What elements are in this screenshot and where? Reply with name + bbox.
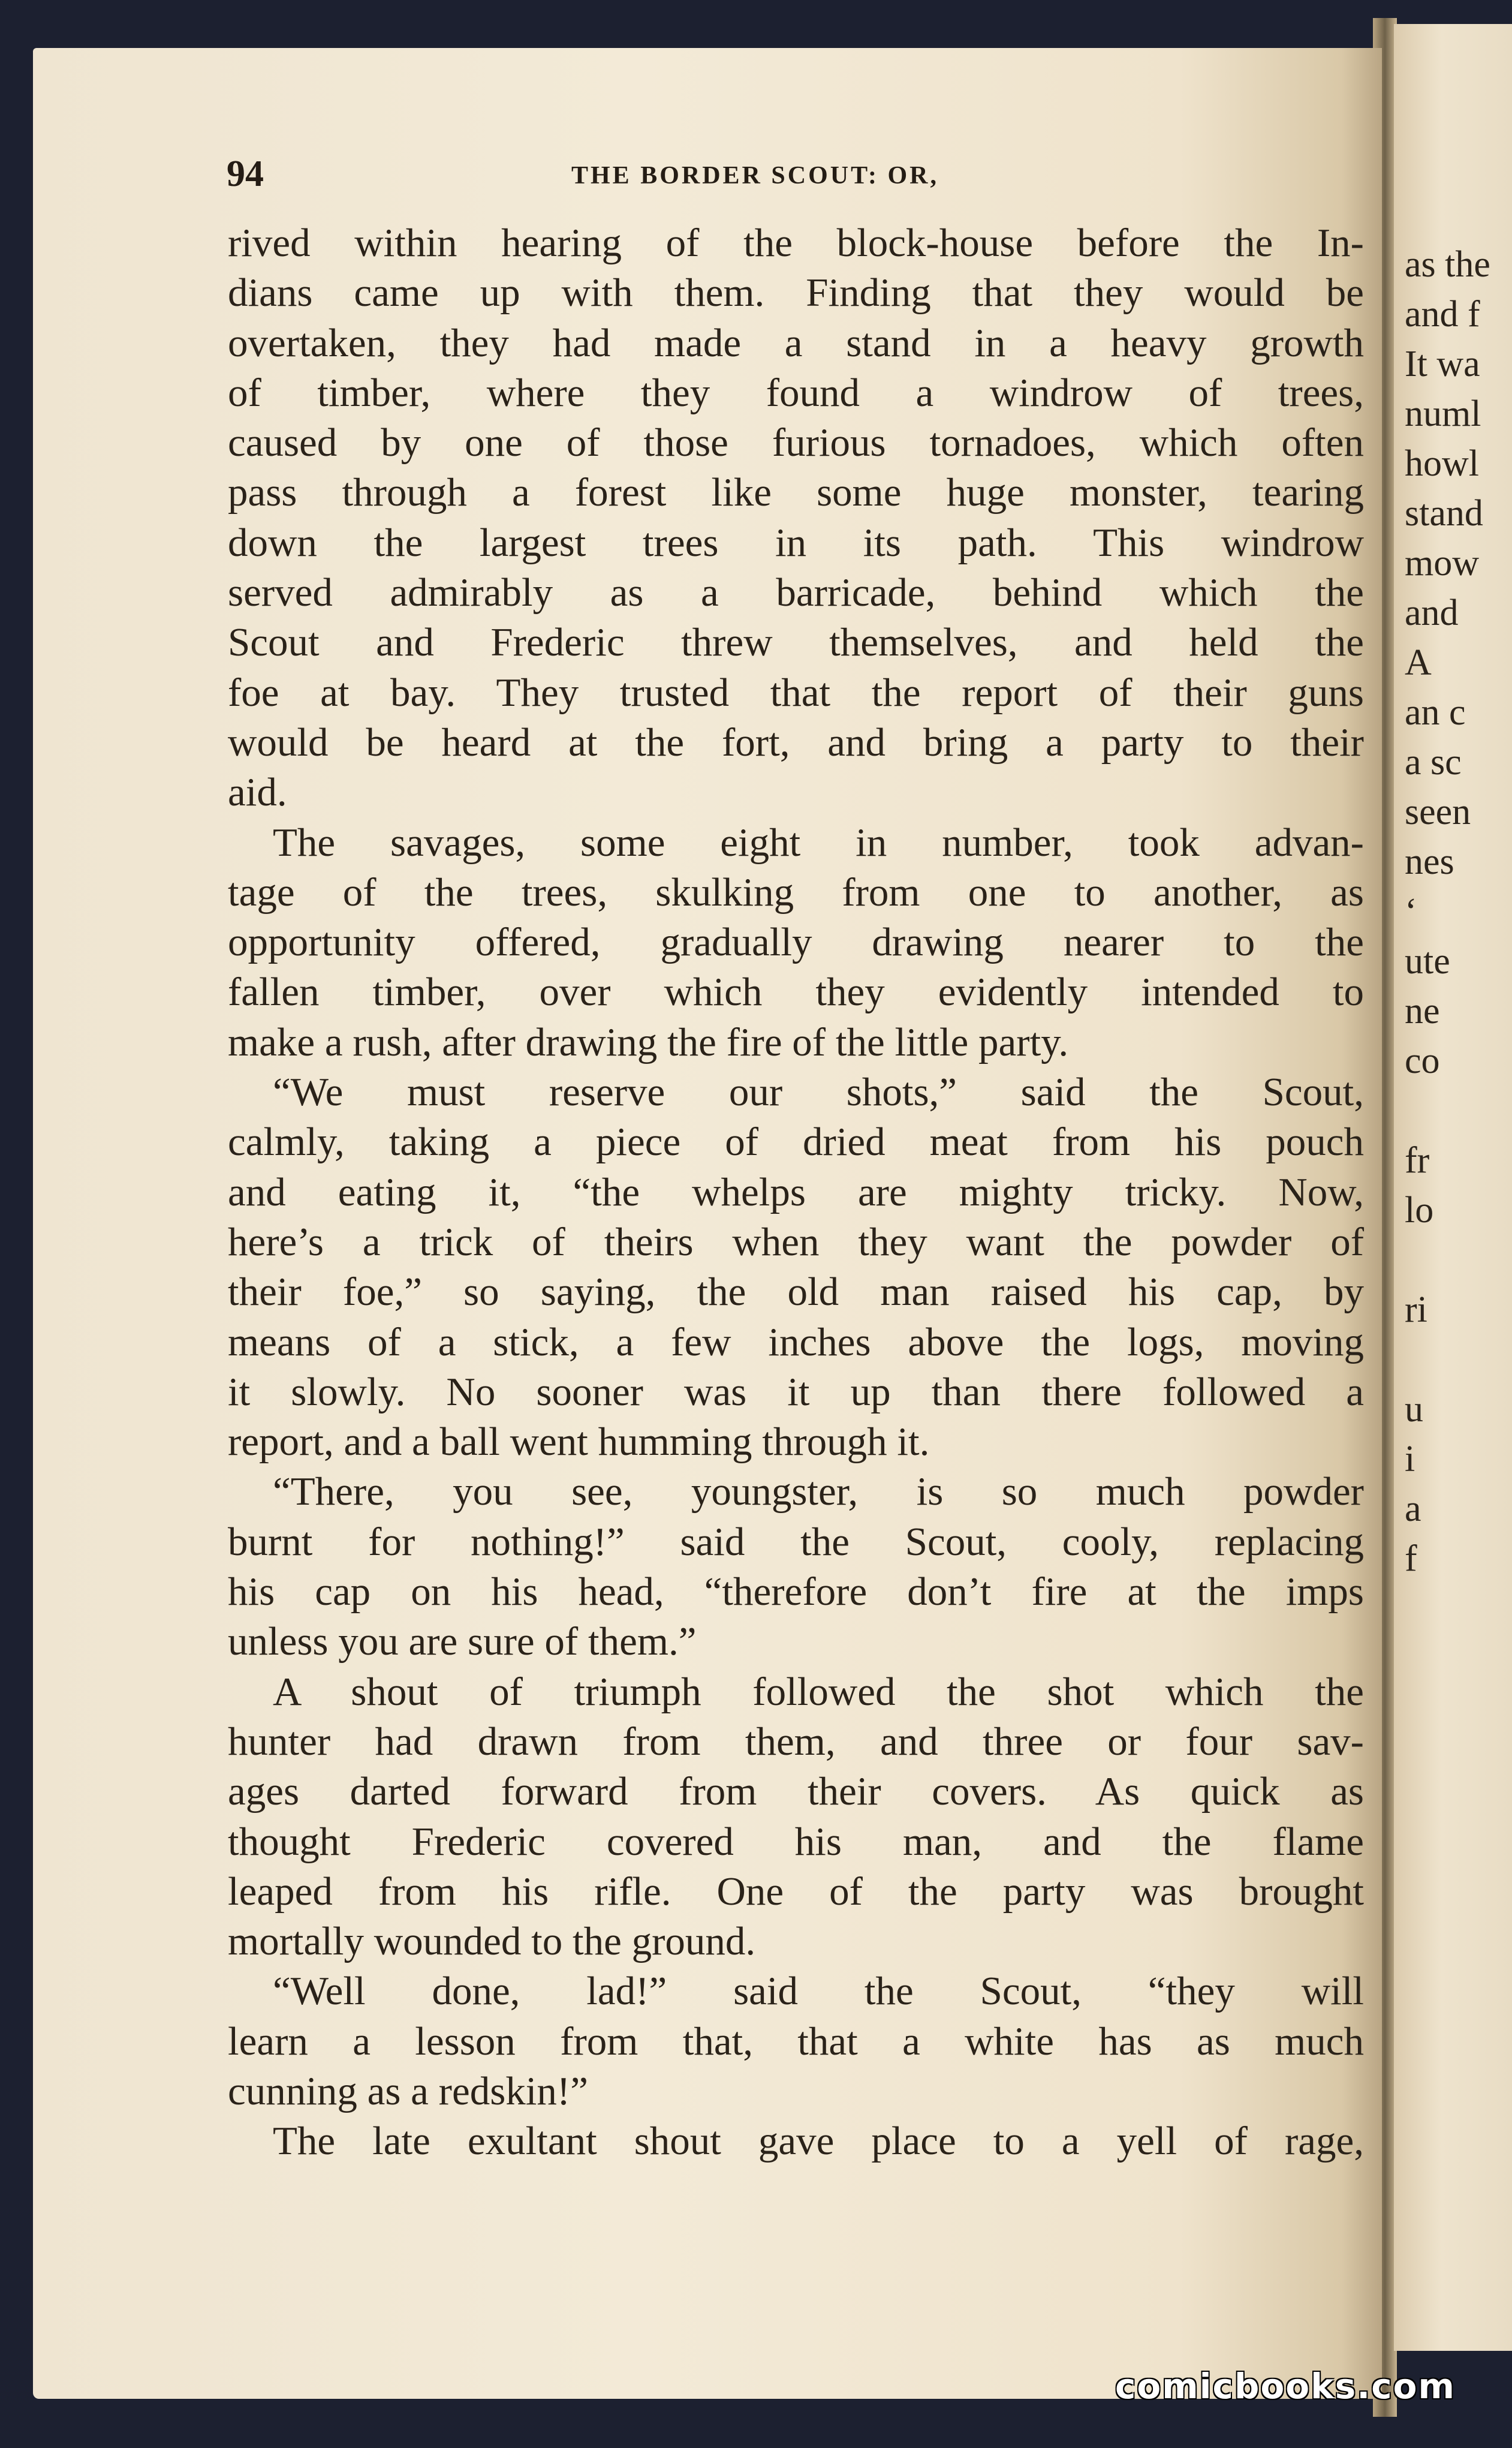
facing-page-fragment: i	[1405, 1439, 1415, 1479]
paragraph	[228, 1667, 1364, 1967]
facing-page-lines	[1405, 240, 1490, 1584]
text-line: learn a lesson from that, that a white has as much	[228, 2019, 1364, 2064]
paragraph	[228, 1067, 1364, 1467]
text-line: A shout of triumph followed the shot which the	[273, 1669, 1364, 1714]
page-header	[227, 153, 1366, 195]
text-line: means of a stick, a few inches above the logs, moving	[228, 1319, 1364, 1364]
facing-page-fragment: numl	[1405, 393, 1481, 434]
text-line: thought Frederic covered his man, and the flame	[228, 1819, 1364, 1864]
facing-page-fragment: It wa	[1405, 344, 1480, 384]
facing-page-fragment: lo	[1405, 1190, 1434, 1231]
facing-page-fragment: A	[1405, 642, 1432, 683]
facing-page-fragment: u	[1405, 1389, 1423, 1430]
text-line: The savages, some eight in number, took advan-	[273, 820, 1364, 865]
text-line: opportunity offered, gradually drawing nearer to the	[228, 920, 1364, 965]
text-line: overtaken, they had made a stand in a heavy growth	[228, 320, 1364, 365]
text-line: hunter had drawn from them, and three or four sav-	[228, 1719, 1364, 1764]
text-line: rived within hearing of the block-house before the In-	[228, 221, 1364, 265]
text-line: mortally wounded to the ground.	[228, 1919, 756, 1964]
facing-page-fragment: ri	[1405, 1289, 1427, 1330]
text-line: and eating it, “the whelps are mighty tricky. Now,	[228, 1169, 1364, 1214]
text-line: aid.	[228, 770, 287, 815]
text-line: dians came up with them. Finding that they would be	[228, 270, 1364, 315]
facing-page-fragment: and	[1405, 593, 1459, 633]
text-line: of timber, where they found a windrow of trees,	[228, 370, 1364, 415]
watermark: comicbooks.com	[1115, 2366, 1456, 2407]
facing-page-fragment	[1405, 1235, 1490, 1285]
text-line: “Well done, lad!” said the Scout, “they will	[273, 1969, 1364, 2014]
facing-page-fragment: howl	[1405, 443, 1479, 484]
facing-page-fragment: nes	[1405, 841, 1454, 882]
paragraph	[228, 218, 1364, 818]
facing-page-fragment	[1405, 1335, 1490, 1385]
body-text	[228, 218, 1364, 2167]
facing-page-fragment: ute	[1405, 941, 1450, 982]
text-line: caused by one of those furious tornadoes, which often	[228, 420, 1364, 465]
running-head: THE BORDER SCOUT: OR,	[571, 162, 939, 190]
text-line: burnt for nothing!” said the Scout, cooly, replacing	[228, 1519, 1364, 1564]
text-line: down the largest trees in its path. This windrow	[228, 520, 1364, 565]
paragraph	[228, 1966, 1364, 2116]
text-line: his cap on his head, “therefore don’t fire at the imps	[228, 1569, 1364, 1614]
text-line: calmly, taking a piece of dried meat from his pouch	[228, 1120, 1364, 1165]
text-line: “There, you see, youngster, is so much powder	[273, 1469, 1364, 1514]
facing-page-fragment: seen	[1405, 792, 1471, 832]
facing-page-fragment: and f	[1405, 294, 1480, 335]
text-line: leaped from his rifle. One of the party was brought	[228, 1869, 1364, 1914]
facing-page-fragment: f	[1405, 1538, 1417, 1579]
page-number: 94	[227, 154, 264, 194]
facing-page-fragment: mow	[1405, 543, 1479, 584]
facing-page-fragment: fr	[1405, 1140, 1430, 1181]
text-line: served admirably as a barricade, behind which the	[228, 570, 1364, 615]
facing-page-fragment: stand	[1405, 493, 1483, 534]
text-line: their foe,” so saying, the old man raised his cap, by	[228, 1270, 1364, 1315]
facing-page-fragment: co	[1405, 1040, 1440, 1081]
facing-page-fragment: a	[1405, 1488, 1421, 1529]
text-line: foe at bay. They trusted that the report of their guns	[228, 670, 1364, 715]
text-line: unless you are sure of them.”	[228, 1619, 697, 1664]
paragraph	[228, 1467, 1364, 1667]
text-line: pass through a forest like some huge monster, tearing	[228, 470, 1364, 515]
text-line: The late exultant shout gave place to a yell of rage,	[273, 2119, 1364, 2164]
facing-page-edge	[1394, 24, 1512, 2351]
paragraph	[228, 2116, 1364, 2166]
facing-page-fragment	[1405, 1086, 1490, 1136]
paragraph	[228, 818, 1364, 1067]
text-line: tage of the trees, skulking from one to another, as	[228, 870, 1364, 915]
text-line: it slowly. No sooner was it up than there followed a	[228, 1369, 1364, 1414]
text-line: “We must reserve our shots,” said the Scout,	[273, 1070, 1364, 1115]
facing-page-fragment: ‘	[1405, 891, 1417, 932]
text-line: Scout and Frederic threw themselves, and held the	[228, 620, 1364, 665]
text-line: would be heard at the fort, and bring a party to their	[228, 720, 1364, 765]
facing-page-fragment: ne	[1405, 991, 1440, 1031]
text-line: report, and a ball went humming through it.	[228, 1420, 930, 1464]
text-line: here’s a trick of theirs when they want the powder of	[228, 1219, 1364, 1264]
text-line: fallen timber, over which they evidently intended to	[228, 970, 1364, 1015]
text-line: cunning as a redskin!”	[228, 2068, 588, 2113]
facing-page-fragment: an c	[1405, 692, 1466, 733]
facing-page-fragment: as the	[1405, 244, 1490, 285]
text-line: make a rush, after drawing the fire of the little party.	[228, 1020, 1069, 1064]
text-line: ages darted forward from their covers. As quick as	[228, 1769, 1364, 1814]
facing-page-fragment: a sc	[1405, 742, 1462, 783]
